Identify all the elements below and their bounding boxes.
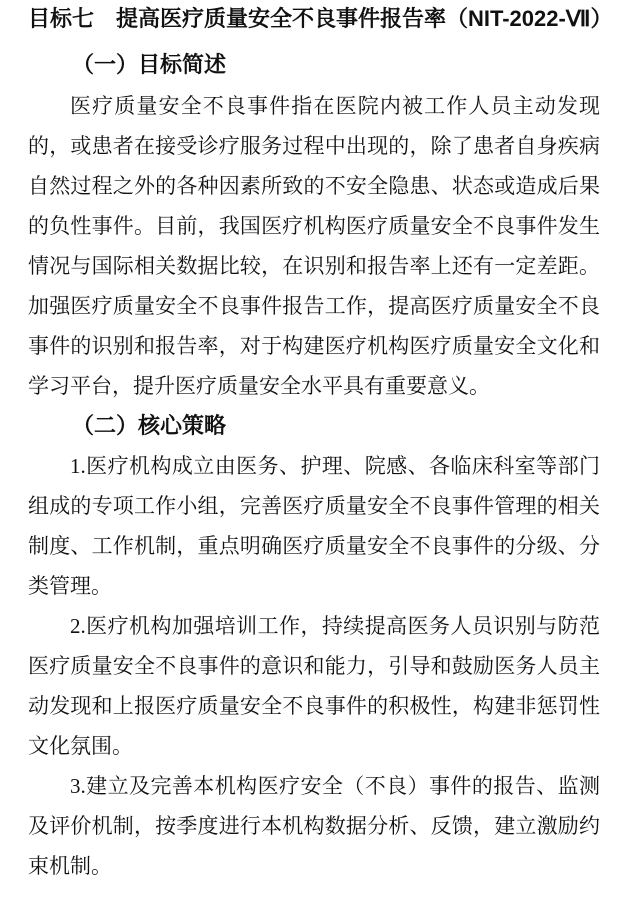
section-heading-goal-summary: （一）目标简述 bbox=[72, 52, 227, 77]
core-strategy-item-1: 1.医疗机构成立由医务、护理、院感、各临床科室等部门组成的专项工作小组，完善医疗质量安全不良事件管理的相关制度、工作机制，重点明确医疗质量安全不良事件的分级、分类管理。 bbox=[28, 454, 600, 598]
document-title: 目标七 提高医疗质量安全不良事件报告率（NIT-2022-Ⅶ） bbox=[28, 6, 613, 31]
core-strategy-item-2: 2.医疗机构加强培训工作，持续提高医务人员识别与防范医疗质量安全不良事件的意识和能力，引导和鼓励医务人员主动发现和上报医疗质量安全不良事件的积极性，构建非惩罚性文化氛围。 bbox=[28, 614, 600, 758]
core-strategy-item-3: 3.建立及完善本机构医疗安全（不良）事件的报告、监测及评价机制，按季度进行本机构数据分析、反馈，建立激励约束机制。 bbox=[28, 774, 600, 878]
goal-summary-paragraph: 医疗质量安全不良事件指在医院内被工作人员主动发现的，或患者在接受诊疗服务过程中出现的，除了患者自身疾病自然过程之外的各种因素所致的不安全隐患、状态或造成后果的负性事件。目前，我国医疗机构医疗质量安全不良事件发生情况与国际相关数据比较，在识别和报告率上还有一定差距。加强医疗质量安全不良事件报告工作，提高医疗质量安全不良事件的识别和报告率，对于构建医疗机构医疗质量安全文化和学习平台，提升医疗质量安全水平具有重要意义。 bbox=[28, 94, 600, 398]
section-heading-core-strategy: （二）核心策略 bbox=[72, 413, 227, 438]
